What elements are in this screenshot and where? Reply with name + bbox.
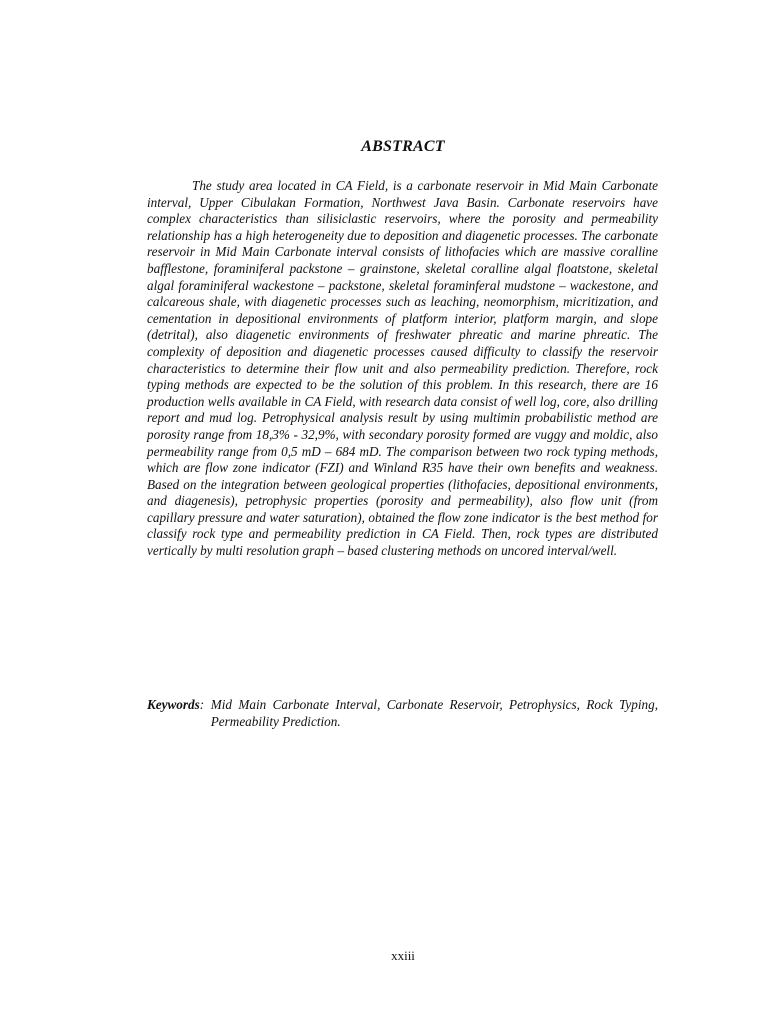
abstract-body: The study area located in CA Field, is a carbonate reservoir in Mid Main Carbonate interval, Upper Cibulakan Formation, Northwest Java Basin. Carbonate reservoirs have complex characteristics than silisiclastic reservoirs, where the porosity and permeability relationship has a high heterogeneity due to deposition and diagenetic processes. The carbonate reservoir in Mid Main Carbonate interval consists of lithofacies which are massive coralline bafflestone, foraminiferal packstone – grainstone, skeletal coralline algal floatstone, skeletal algal foraminiferal wackestone – packstone, skeletal foraminferal mudstone – wackestone, and calcareous shale, with diagenetic processes such as leaching, neomorphism, micritization, and cementation in depositional environments of platform interior, platform margin, and slope (detrital), also diagenetic environments of freshwater phreatic and marine phreatic. The complexity of deposition and diagenetic processes caused difficulty to classify the reservoir characteristics to determine their flow unit and also permeability prediction. Therefore, rock typing methods are expected to be the solution of this problem. In this research, there are 16 production wells available in CA Field, with research data consist of well log, core, also drilling report and mud log. Petrophysical analysis result by using multimin probabilistic method are porosity range from 18,3% - 32,9%, with secondary porosity formed are vuggy and moldic, also permeability range from 0,5 mD – 684 mD. The comparison between two rock typing methods, which are flow zone indicator (FZI) and Winland R35 have their own benefits and weakness. Based on the integration between geological properties (lithofacies, depositional environments, and diagenesis), petrophysic properties (porosity and permeability), also flow unit (from capillary pressure and water saturation), obtained the flow zone indicator is the best method for classify rock type and permeability prediction in CA Field. Then, rock types are distributed vertically by multi resolution graph – based clustering methods on uncored interval/well. xyxy=(147,178,658,559)
keywords-section xyxy=(147,697,658,730)
keywords-colon: : xyxy=(199,697,211,712)
abstract-title: ABSTRACT xyxy=(361,138,445,155)
keywords-label: Keywords xyxy=(147,697,200,712)
keywords-text: Mid Main Carbonate Interval, Carbonate Reservoir, Petrophysics, Rock Typing, Permeability Prediction. xyxy=(210,697,658,729)
page-number: xxiii xyxy=(391,948,415,963)
